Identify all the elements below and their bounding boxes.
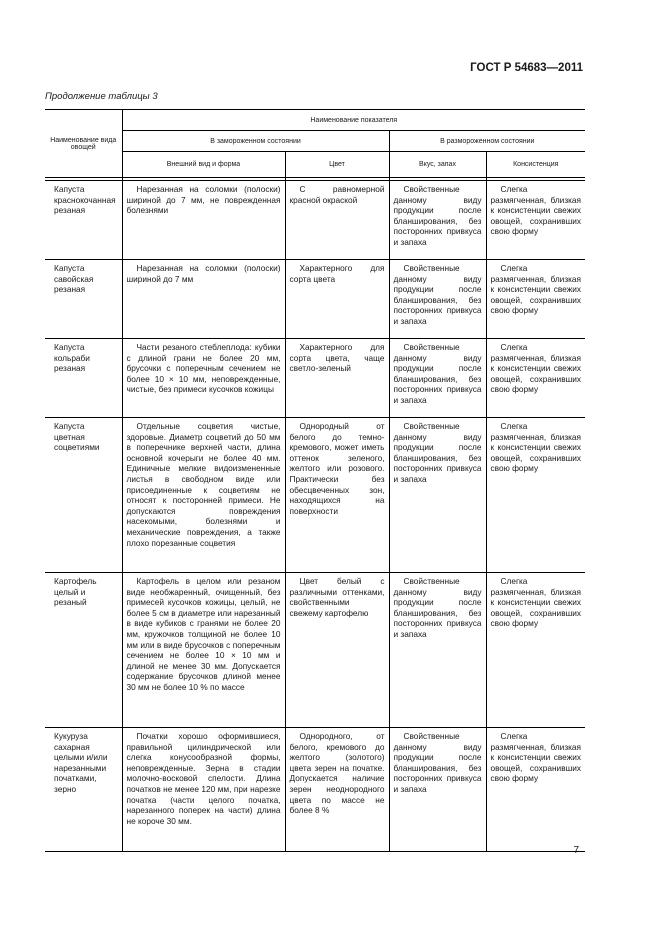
consistency-cell: Слегка размягченная, близкая к консистенции свежих овощей, сохранивших свою форму	[486, 181, 585, 260]
consistency-cell: Слегка размягченная, близкая к консистенции свежих овощей, сохранивших свою форму	[486, 339, 585, 418]
consistency-cell: Слегка размягченная, близкая к консистенции свежих овощей, сохранивших свою форму	[486, 260, 585, 339]
appearance-cell: Початки хорошо оформившиеся, правильной цилиндрической или слегка конусообразной формы, неповрежденные. Зерна в стадии молочно-восковой спелости. Длина початков не менее 120 мм, при нарезке початка (части целого початка, нарезанного поперек на части) длина не короче 30 мм.	[122, 728, 285, 852]
header-indicator-name: Наименование показателя	[122, 110, 585, 131]
consistency-cell: Слегка размягченная, близкая к консистенции свежих овощей, сохранивших свою форму	[486, 418, 585, 573]
color-cell: С равномерной красной окраской	[285, 181, 389, 260]
color-cell: Характерного для сорта цвета, чаще светло-зеленый	[285, 339, 389, 418]
table-row	[45, 260, 585, 339]
vegetable-name: Капуста кольраби резаная	[45, 339, 122, 418]
vegetable-name: Капуста цветная соцветиями	[45, 418, 122, 573]
header-color: Цвет	[285, 152, 389, 178]
header-frozen-state: В замороженном состоянии	[122, 131, 389, 152]
color-cell: Однородный от белого до темно-кремового, может иметь оттенок зеленого, желтого или розового. Практически без обесцвеченных зон, находящихся на поверхности	[285, 418, 389, 573]
taste-cell: Свойственные данному виду продукции после бланширования, без посторонних привкуса и запаха	[389, 418, 486, 573]
table-row	[45, 339, 585, 418]
taste-cell: Свойственные данному виду продукции после бланширования, без посторонних привкуса и запаха	[389, 728, 486, 852]
header-consistency: Консистенция	[486, 152, 585, 178]
vegetable-name: Кукуруза сахарная целыми и/или нарезанными початками, зерно	[45, 728, 122, 852]
vegetable-name: Капуста краснокочанная резаная	[45, 181, 122, 260]
taste-cell: Свойственные данному виду продукции после бланширования, без посторонних привкуса и запаха	[389, 339, 486, 418]
standard-number: ГОСТ Р 54683—2011	[470, 62, 583, 74]
color-cell: Однородного, от белого, кремового до желтого (золотого) цвета зерен на початке. Допускается наличие зерен неоднородного цвета по массе не более 8 %	[285, 728, 389, 852]
consistency-cell: Слегка размягченная, близкая к консистенции свежих овощей, сохранивших свою форму	[486, 573, 585, 728]
table-row	[45, 728, 585, 852]
taste-cell: Свойственные данному виду продукции после бланширования, без посторонних привкуса и запаха	[389, 260, 486, 339]
header-vegetable-name: Наименование вида овощей	[45, 110, 122, 178]
appearance-cell: Нарезанная на соломки (полоски) шириной до 7 мм	[122, 260, 285, 339]
table-continuation-caption: Продолжение таблицы 3	[45, 91, 158, 102]
appearance-cell: Картофель в целом или резаном виде необжаренный, очищенный, без примесей кусочков кожицы, целый, не более 5 см в диаметре или нарезанный в виде кубиков с гранями не более 20 мм, кружочков толщиной не более 10 мм или в виде брусочков с поперечным сечением не более 10 × 10 мм и длиной не менее 30 мм. Допускается содержание брусочков длиной менее 30 мм не более 10 % по массе	[122, 573, 285, 728]
page-number: 7	[573, 845, 579, 856]
table-row	[45, 573, 585, 728]
header-appearance: Внешний вид и форма	[122, 152, 285, 178]
color-cell: Характерного для сорта цвета	[285, 260, 389, 339]
vegetable-name: Капуста савойская резаная	[45, 260, 122, 339]
appearance-cell: Части резаного стеблеплода: кубики с длиной грани не более 20 мм, брусочки с поперечным сечением не более 10 × 10 мм, неповрежденные, чистые, без примеси кусочков кожицы	[122, 339, 285, 418]
table-row	[45, 418, 585, 573]
appearance-cell: Нарезанная на соломки (полоски) шириной до 7 мм, не поврежденная болезнями	[122, 181, 285, 260]
header-thawed-state: В размороженном состоянии	[389, 131, 585, 152]
vegetable-name: Картофель целый и резаный	[45, 573, 122, 728]
taste-cell: Свойственные данному виду продукции после бланширования, без посторонних привкуса и запаха	[389, 181, 486, 260]
table-row	[45, 181, 585, 260]
taste-cell: Свойственные данному виду продукции после бланширования, без посторонних привкуса и запаха	[389, 573, 486, 728]
consistency-cell: Слегка размягченная, близкая к консистенции свежих овощей, сохранивших свою форму	[486, 728, 585, 852]
vegetables-quality-table	[45, 109, 585, 852]
appearance-cell: Отдельные соцветия чистые, здоровые. Диаметр соцветий до 50 мм в поперечнике верхней части, длина основной кочерыги не более 40 мм. Единичные мелкие видоизмененные листья в свободном виде или присоединенные к соцветиям не относят к посторонней примеси. Не допускаются повреждения насекомыми, болезнями и механические повреждения, а также плохо порезанные соцветия	[122, 418, 285, 573]
color-cell: Цвет белый с различными оттенками, свойственными свежему картофелю	[285, 573, 389, 728]
header-taste-smell: Вкус, запах	[389, 152, 486, 178]
